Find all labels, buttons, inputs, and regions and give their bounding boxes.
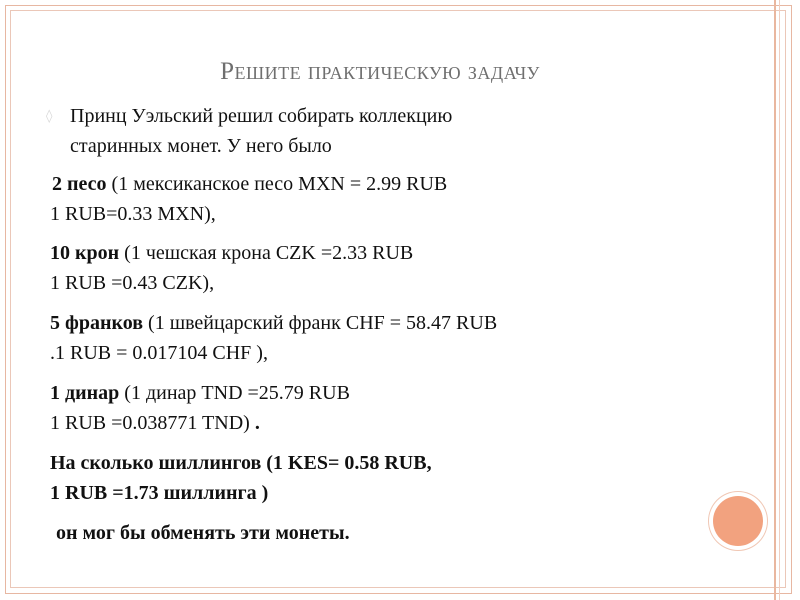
question-line-1: На сколько шиллингов (1 KES= 0.58 RUB, — [50, 452, 432, 474]
coin-rate: 1 RUB =0.038771 TND) — [50, 412, 255, 434]
coin-dinar-reverse-rate — [50, 411, 260, 435]
coin-rate: (1 динар TND =25.79 RUB — [119, 382, 350, 404]
intro-line-1: Принц Уэльский решил собирать коллекцию — [70, 105, 453, 127]
side-accent-line-thin — [779, 0, 780, 600]
coin-peso-line — [52, 172, 447, 196]
coin-dinar-line — [50, 381, 350, 405]
decorative-orange-circle — [713, 496, 763, 546]
intro-line-2: старинных монет. У него было — [70, 135, 332, 157]
coin-rate: (1 чешская крона CZK =2.33 RUB — [119, 242, 414, 264]
coin-franc-line — [50, 311, 497, 335]
question-line-2: 1 RUB =1.73 шиллинга ) — [50, 482, 269, 504]
side-accent-line — [774, 0, 776, 600]
coin-amount: 1 динар — [50, 382, 120, 404]
coin-krona-line — [50, 241, 413, 265]
coin-amount: 2 песо — [52, 173, 107, 195]
period: . — [254, 412, 260, 434]
coin-rate: (1 мексиканское песо MXN = 2.99 RUB — [106, 173, 448, 195]
coin-franc-reverse-rate: .1 RUB = 0.017104 CHF ), — [50, 342, 268, 364]
question-line-3: он мог бы обменять эти монеты. — [56, 522, 350, 544]
slide-title: Решите практическую задачу — [220, 58, 540, 85]
coin-rate: (1 швейцарский франк CHF = 58.47 RUB — [143, 312, 498, 334]
coin-amount: 5 франков — [50, 312, 144, 334]
coin-krona-reverse-rate: 1 RUB =0.43 CZK), — [50, 272, 215, 294]
bullet-icon: ◊ — [46, 109, 53, 124]
coin-peso-reverse-rate: 1 RUB=0.33 MXN), — [50, 203, 216, 225]
coin-amount: 10 крон — [50, 242, 120, 264]
